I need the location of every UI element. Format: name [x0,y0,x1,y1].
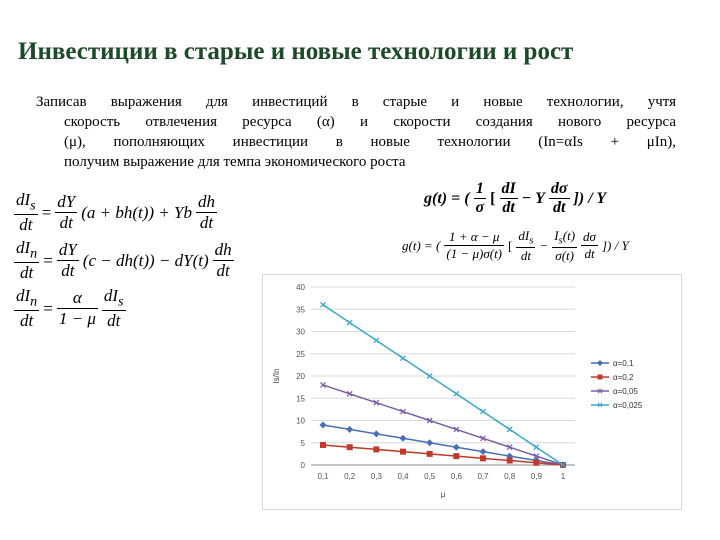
data-point [347,320,352,325]
x-tick-label: 0,1 [317,472,329,481]
data-point [480,448,487,455]
legend-label: α=0,2 [613,373,634,382]
y-axis-label: Is/In [272,368,281,384]
formula-dIs: $\frac{dI_s}{dt}$ = $\frac{dY}{dt}$ (a + bh(t)) + Yb $\frac{dh}{dt}$ [16,190,216,235]
x-tick-label: 1 [560,472,566,481]
data-point [453,453,459,459]
legend-marker [598,375,603,380]
data-point [346,426,353,433]
x-tick-label: 0,8 [504,472,516,481]
data-point [481,409,486,414]
frac-dh-dt: $\frac{dh}{dt}$ [198,192,216,233]
paragraph-line-2: скорость отвлечения ресурса (α) и скорости создания нового ресурса [64,114,676,130]
formula-body-2: (c − dh(t)) − dY(t) [82,250,209,270]
data-point [454,391,459,396]
data-point [320,421,327,428]
data-point [427,451,433,457]
legend-label: α=0,1 [613,359,634,368]
data-point [507,427,512,432]
data-point [534,445,539,450]
y-tick-label: 35 [296,305,305,315]
legend-label: α=0,05 [613,387,638,396]
data-point [533,460,539,466]
data-point [373,446,379,452]
paragraph-line-4: получим выражение для темпа экономического роста [64,154,406,170]
chart-svg [263,275,681,509]
series-line [323,385,563,465]
y-tick-label: 30 [296,327,305,337]
formula-growth-1: g(t) = ( $\frac{1}{\sigma}$ [ $\frac{dI}{dt}$ − Y $\frac{d\sigma}{dt}$ ]) / Y [424,180,607,216]
series-line [323,425,563,465]
data-point [347,444,353,450]
legend-label: α=0,025 [613,401,643,410]
x-tick-label: 0,9 [530,472,542,481]
paragraph-line-3: (μ), пополняющих инвестиции в новые технологии (In=αIs + μIn), [64,134,676,150]
data-point [401,356,406,361]
x-tick-label: 0,2 [344,472,356,481]
data-point [320,442,326,448]
x-tick-label: 0,6 [450,472,462,481]
y-tick-label: 15 [296,394,305,404]
y-tick-label: 25 [296,349,305,359]
x-tick-label: 0,7 [477,472,489,481]
formula-dIn-alpha: $\frac{dI_n}{dt}$ = $\frac{\alpha}{1 - \mu}$ $\frac{dI_s}{dt}$ [16,286,124,331]
data-point [400,435,407,442]
data-point [374,338,379,343]
series-line [323,305,563,465]
formula-body-1: (a + bh(t)) + Yb [81,202,193,222]
data-point [400,449,406,455]
formula-dIn: $\frac{dI_n}{dt}$ = $\frac{dY}{dt}$ (c − dh(t)) − dY(t) $\frac{dh}{dt}$ [16,238,232,283]
series-line [323,445,563,465]
x-tick-label: 0,5 [424,472,436,481]
x-tick-label: 0,4 [397,472,409,481]
intro-paragraph [36,92,676,172]
data-point [453,444,460,451]
y-tick-label: 20 [296,372,305,381]
frac-dY-dt: $\frac{dY}{dt}$ [57,192,76,233]
data-point [480,455,486,461]
data-point [373,430,380,437]
x-tick-label: 0,3 [370,472,382,481]
x-axis-label: μ [440,490,446,499]
legend-marker [597,360,603,366]
y-tick-label: 40 [296,283,305,292]
frac-dIs-dt: $\frac{dI_s}{dt}$ [16,190,36,235]
paragraph-line-1: Записав выражения для инвестиций в старые и новые технологии, учтя [36,94,676,110]
y-tick-label: 10 [296,416,305,426]
slide-title: Инвестиции в старые и новые технологии и рост [18,38,574,65]
data-point [507,458,513,464]
data-point [426,439,433,446]
y-tick-label: 5 [300,438,305,448]
data-point [321,302,326,307]
formula-growth-2: g(t) = ( $\frac{1 + \alpha - \mu}{(1 - \mu)\sigma(t)}$ [ $\frac{dI_s}{dt}$ − $\frac{I_s(t)}{\sigma(t)}$ $\frac{d\sigma}{dt}$ ]) / Y [402,228,629,263]
y-tick-label: 0 [300,461,305,470]
line-chart [262,274,682,510]
